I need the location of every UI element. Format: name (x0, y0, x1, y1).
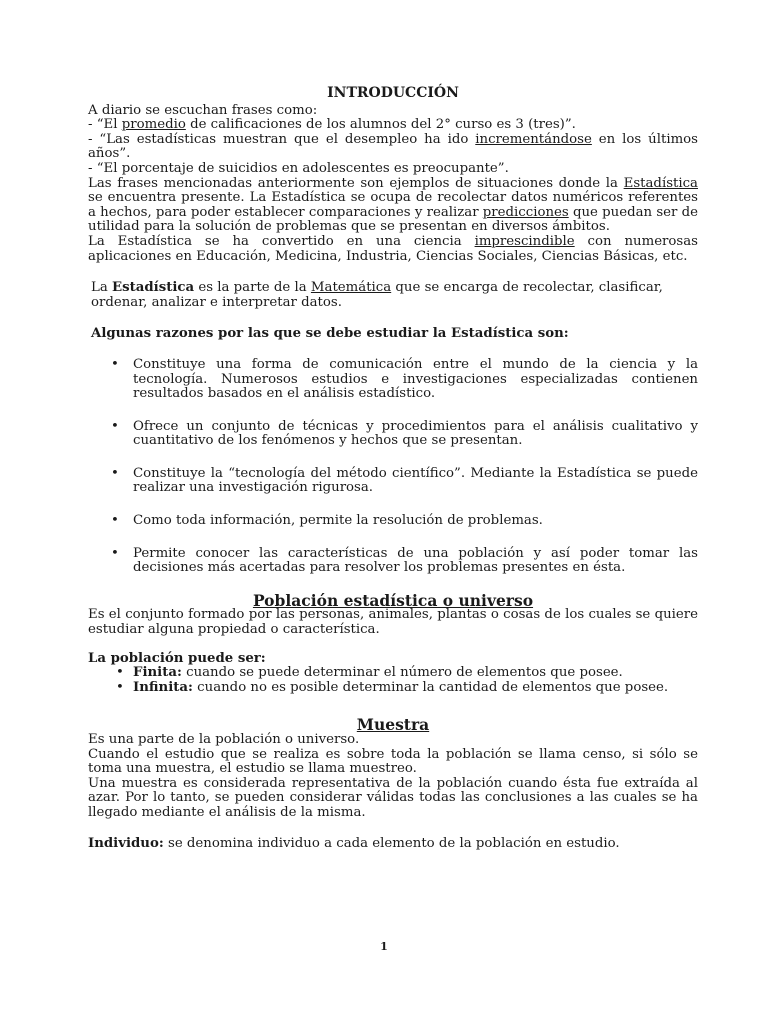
list-item: • Finita: cuando se puede determinar el número de elementos que posee. (88, 666, 698, 681)
intro-line: A diario se escuchan frases como: (88, 102, 318, 118)
list-item: • Infinita: cuando no es posible determinar la cantidad de elementos que posee. (88, 681, 698, 696)
document-page (88, 86, 698, 851)
sample-line-1: Es una parte de la población o universo. (88, 732, 360, 747)
reasons-list (88, 358, 698, 576)
quote-unemployment: - “Las estadísticas muestran que el desempleo ha ido incrementándose en los últimos años”. (88, 131, 699, 162)
population-text: Es el conjunto formado por las personas, animales, plantas o cosas de los cuales se quiere estudiar alguna propiedad o característica. (88, 607, 698, 638)
quote-average: - “El promedio de calificaciones de los alumnos del 2° curso es 3 (tres)”. (88, 117, 576, 133)
list-item: • Como toda información, permite la resolución de problemas. (88, 514, 698, 529)
sample-heading: Muestra (356, 715, 430, 735)
page-number: 1 (380, 940, 388, 953)
list-item: • Constituye una forma de comunicación entre el mundo de la ciencia y la tecnología. Numerosos estudios e investigaciones especializadas contienen resultados basados en el análisis estadístico. (88, 358, 698, 402)
list-item: • Constituye la “tecnología del método científico”. Mediante la Estadística se puede realizar una investigación rigurosa. (88, 467, 698, 496)
population-heading: Población estadística o universo (252, 590, 534, 610)
intro-paragraph-1: Las frases mencionadas anteriormente son ejemplos de situaciones donde la Estadística se encuentra presente. La Estadística se ocupa de recolectar datos numéricos referentes a hechos, para poder establecer comparaciones y realizar predicciones que puedan ser de utilidad para la solución de problemas que se presentan en diversos ámbitos. (88, 175, 698, 235)
statistics-definition: La Estadística es la parte de la Matemática que se encarga de recolectar, clasificar, ordenar, analizar e interpretar datos. (91, 280, 663, 310)
sample-line-2: Cuando el estudio que se realiza es sobre toda la población se llama censo, si sólo se toma una muestra, el estudio se llama muestreo. (88, 746, 698, 777)
individual-definition: Individuo: se denomina individuo a cada elemento de la población en estudio. (88, 835, 620, 851)
intro-paragraph-2: La Estadística se ha convertido en una ciencia imprescindible con numerosas aplicaciones en Educación, Medicina, Industria, Ciencias Sociales, Ciencias Básicas, etc. (88, 233, 698, 264)
list-item: • Ofrece un conjunto de técnicas y procedimientos para el análisis cualitativo y cuantitativo de los fenómenos y hechos que se presentan. (88, 420, 698, 449)
sample-line-3: Una muestra es considerada representativa de la población cuando ésta fue extraída al azar. Por lo tanto, se pueden considerar válidas todas las conclusiones a las cuales se ha llegado mediante el análisis de la misma. (88, 775, 698, 820)
list-item: • Permite conocer las características de una población y así poder tomar las decisiones más acertadas para resolver los problemas presentes en ésta. (88, 547, 698, 576)
population-types-list (88, 666, 698, 695)
quote-suicide: - “El porcentaje de suicidios en adolescentes es preocupante”. (88, 160, 509, 176)
population-types-title: La población puede ser: (88, 650, 266, 666)
reasons-title: Algunas razones por las que se debe estudiar la Estadística son: (91, 326, 569, 342)
intro-title: INTRODUCCIÓN (327, 85, 459, 101)
